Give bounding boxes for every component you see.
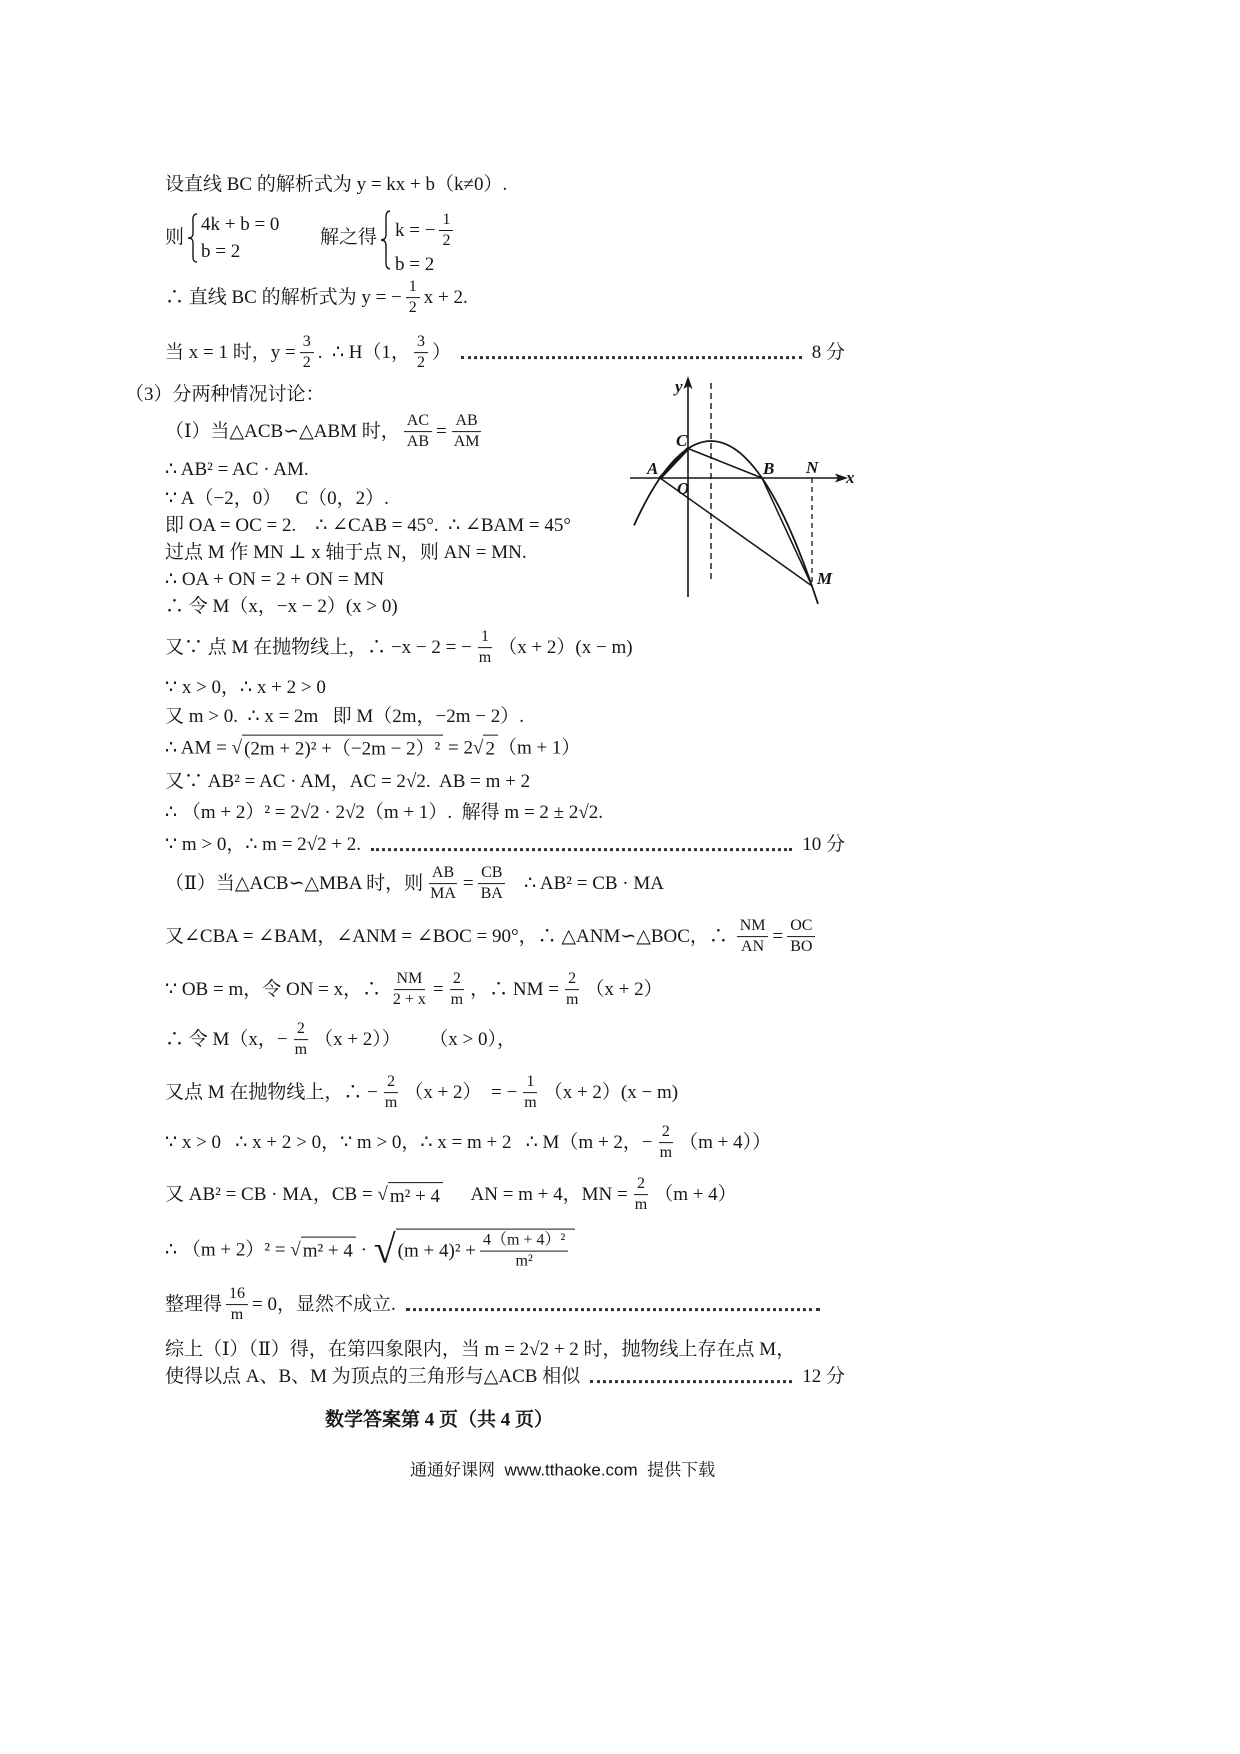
segment-bm [762,478,812,586]
line-text: k = − [395,219,436,241]
point-o-label: O [677,479,690,498]
line-09 [165,514,571,538]
line-text: ∵ x > 0 ∴ x + 2 > 0，∵ m > 0，∴ x = m + 2 ∴ M（m + 2，− [165,1132,653,1154]
line-16 [165,735,580,762]
line-text: 即 OA = OC = 2. ∴ ∠CAB = 45°. ∴ ∠BAM = 45° [165,515,571,537]
radicand [483,735,498,762]
line-text: = 0，显然不成立. [252,1294,396,1316]
download-source-footer: 通通好课网 www.tthaoke.com 提供下载 [410,1460,716,1480]
fraction-numerator: 2 [659,1123,673,1143]
fraction-numerator: 3 [300,333,314,353]
dot-leader [461,357,802,360]
fraction-denominator: 2 [408,299,417,317]
fraction [632,1175,650,1215]
line-text: . ∴ H（1， [317,342,410,364]
fraction [439,211,453,251]
fraction-denominator: BO [790,938,813,956]
line-text: 又∵ 点 M 在抛物线上，∴ −x − 2 = − [165,637,472,659]
line-22 [165,970,663,1010]
y-axis-label: y [675,377,683,396]
fraction-denominator: m [294,1041,308,1059]
fraction [406,278,420,318]
radicand [242,735,443,762]
fraction-numerator: 2 [294,1020,308,1040]
line-06 [165,412,487,452]
segment-ac [660,449,688,479]
system-prefix: 则 [165,227,185,248]
fraction [480,1232,568,1272]
fraction [521,1073,539,1113]
fraction [451,412,483,452]
fraction [390,970,429,1010]
line-text: （x + 2） = − [404,1082,518,1104]
line-text: ∴ （m + 2）² = 2√2 · 2√2（m + 1）. 解得 m = 2 ± 2√2. [165,802,604,824]
radicand [388,1182,443,1209]
radicand-text: m² + 4 [389,1185,441,1207]
solve-label: 解之得 [320,227,378,248]
line-10 [165,541,527,565]
fraction-denominator: m [524,1094,537,1112]
fraction-numerator: 16 [226,1285,248,1305]
line-text: ∴ AM = √ [165,737,243,759]
line-text: = 2√ [443,737,484,759]
fraction-numerator: NM [737,917,769,937]
line-text: （x + 2）） （x > 0）， [314,1029,517,1051]
fraction-denominator: m [478,649,492,667]
fraction-numerator: 2 [450,970,464,990]
line-text: ∴ AB² = CB · MA [509,873,664,895]
line-text: 又∠CBA = ∠BAM，∠ANM = ∠BOC = 90°，∴ △ANM∽△BOC，∴ [165,926,733,948]
fraction-denominator: BA [480,885,503,903]
fraction [226,1285,248,1325]
fraction-numerator: 1 [406,278,420,298]
dot-leader [406,1309,820,1312]
fraction-denominator: 2 [417,354,425,372]
line-05 [125,383,325,407]
fraction-numerator: 2 [384,1073,398,1093]
fraction-denominator: m [659,1144,673,1162]
left-brace-icon [187,213,199,263]
line-text: 当 x = 1 时，y = [165,342,296,364]
line-01 [165,173,507,197]
point-c-label: C [676,431,688,450]
line-03 [165,278,468,318]
equals-sign: = [436,421,447,443]
line-21 [165,917,819,957]
equals-sign: = [772,926,784,948]
fraction [787,917,815,957]
system-equation-2: b = 2 [201,241,241,262]
line-text: · [355,1239,372,1261]
line-18 [165,801,603,825]
fraction [476,628,494,668]
line-text: （x + 2） [585,979,663,1001]
fraction-numerator: 2 [565,970,579,990]
line-04 [165,333,845,373]
fraction [448,970,466,1010]
parabola-figure [620,370,860,620]
line-text: ∵ OB = m，令 ON = x，∴ [165,979,386,1001]
line-text: ∴ （m + 2）² = √ [165,1239,301,1261]
fraction [292,1020,310,1060]
fraction-numerator: AC [404,412,432,432]
fraction-denominator: 2 [442,232,451,250]
fraction [427,864,459,904]
fraction-denominator: m [450,991,464,1009]
dot-leader [590,1381,792,1384]
point-n-label: N [806,458,819,477]
fraction-denominator: m [634,1196,648,1214]
solution-2: b = 2 [395,254,435,275]
line-12 [165,595,398,619]
fraction-numerator: AB [429,864,457,884]
line-text: AN = m + 4，MN = [443,1184,628,1206]
line-11 [165,568,384,592]
page-number-footer: 数学答案第 4 页（共 4 页） [325,1409,554,1431]
fraction-numerator: 2 [634,1175,648,1195]
line-text: ∵ x > 0，∴ x + 2 > 0 [165,677,326,699]
line-text: ∵ A（−2，0） C（0，2）. [165,488,389,510]
fraction-denominator: 2 + x [392,991,426,1009]
line-14 [165,676,326,700]
fraction-numerator: 1 [478,628,492,648]
left-brace-icon [380,210,392,270]
line-text: x + 2. [423,287,468,309]
line-text: （m + 4） [654,1184,737,1206]
radicand-text: (m + 4)² + [397,1240,476,1262]
radical-sign: √ [373,1227,396,1272]
equation-system [165,205,495,275]
line-text: （Ⅰ）当△ACB∽△ABM 时， [165,421,400,443]
fraction-denominator: m [565,991,579,1009]
line-07 [165,458,309,482]
fraction-denominator: m [230,1306,244,1324]
line-text: 又 m > 0. ∴ x = 2m 即 M（2m，−2m − 2）. [165,706,524,728]
line-text: 又 AB² = CB · MA，CB = √ [165,1184,388,1206]
line-text: 又∵ AB² = AC · AM，AC = 2√2. AB = m + 2 [165,771,531,793]
fraction [737,917,769,957]
fraction-denominator: AN [741,938,765,956]
line-text: 整理得 [165,1294,223,1316]
fraction [404,412,432,452]
fraction [478,864,506,904]
point-m-label: M [817,569,833,588]
line-20 [165,864,664,904]
fraction-denominator: m [384,1094,398,1112]
fraction-denominator: m² [515,1253,533,1270]
fraction-numerator: NM [394,970,426,990]
line-19 [165,833,845,857]
fraction-numerator: AB [452,412,480,432]
line-text: （x + 2）(x − m) [498,637,633,659]
fraction [563,970,581,1010]
parabola-curve [634,441,818,604]
x-axis-label: x [846,468,855,487]
fraction-denominator: AB [406,433,429,451]
line-text: （m + 4）） [679,1132,772,1154]
section-heading: （3）分两种情况讨论： [125,384,325,406]
line-17 [165,770,530,794]
radicand-text: m² + 4 [302,1240,353,1262]
score-label: 8 分 [811,342,845,364]
line-text: ∴ OA + ON = 2 + ON = MN [165,569,385,591]
line-15 [165,705,524,729]
radicand [396,1229,576,1272]
line-text: ，∴ NM = [470,979,559,1001]
fraction-numerator: 4（m + 4）² [480,1232,568,1252]
line-23 [165,1020,516,1060]
line-24 [165,1073,678,1113]
line-text: 使得以点 A、B、M 为顶点的三角形与△ACB 相似 [165,1366,581,1388]
line-13 [165,628,633,668]
point-b-label: B [763,459,775,478]
line-text: ∵ m > 0，∴ m = 2√2 + 2. [165,834,362,856]
line-text: ∴ 令 M（x，− [165,1029,288,1051]
radicand-text: 2 [485,738,495,760]
line-30 [165,1365,845,1389]
line-text: （Ⅱ）当△ACB∽△MBA 时，则 [165,873,424,895]
line-28 [165,1285,830,1325]
line-text: （m + 1） [497,737,581,759]
fraction-numerator: 1 [439,211,453,231]
solution-1 [395,211,457,251]
fraction-denominator: 2 [302,354,311,372]
fraction-numerator: 3 [414,333,428,353]
line-text: （x + 2）(x − m) [543,1082,679,1104]
dot-leader [371,849,792,852]
score-label: 12 分 [802,1366,845,1388]
system-equation-1: 4k + b = 0 [201,214,280,235]
fraction-numerator: 1 [523,1073,537,1093]
line-26 [165,1175,737,1215]
equals-sign: = [432,979,444,1001]
line-08 [165,487,389,511]
radicand [301,1237,356,1264]
line-text: 过点 M 作 MN ⊥ x 轴于点 N，则 AN = MN. [165,542,527,564]
radicand-text: (2m + 2)² +（−2m − 2）² [244,738,441,760]
line-text: 综上（Ⅰ）（Ⅱ）得，在第四象限内，当 m = 2√2 + 2 时，抛物线上存在点 M， [165,1339,796,1361]
line-text: 又点 M 在抛物线上，∴ − [165,1082,378,1104]
point-a-label: A [647,459,659,478]
line-text: ∴ 令 M（x，−x − 2）(x > 0) [165,596,398,618]
equals-sign: = [462,873,474,895]
fraction-numerator: CB [478,864,505,884]
line-text: 设直线 BC 的解析式为 y = kx + b（k≠0）. [165,174,508,196]
fraction-numerator: OC [787,917,815,937]
line-25 [165,1123,771,1163]
fraction [300,333,314,373]
line-text: ） [432,342,452,364]
score-label: 10 分 [802,834,845,856]
line-text: ∴ AB² = AC · AM. [165,459,309,481]
line-27 [165,1229,575,1272]
fraction-denominator: AM [453,433,480,451]
line-29 [165,1338,795,1362]
fraction-denominator: MA [430,885,456,903]
fraction [657,1123,675,1163]
fraction [414,333,428,373]
line-text: ∴ 直线 BC 的解析式为 y = − [165,287,402,309]
fraction [382,1073,400,1113]
